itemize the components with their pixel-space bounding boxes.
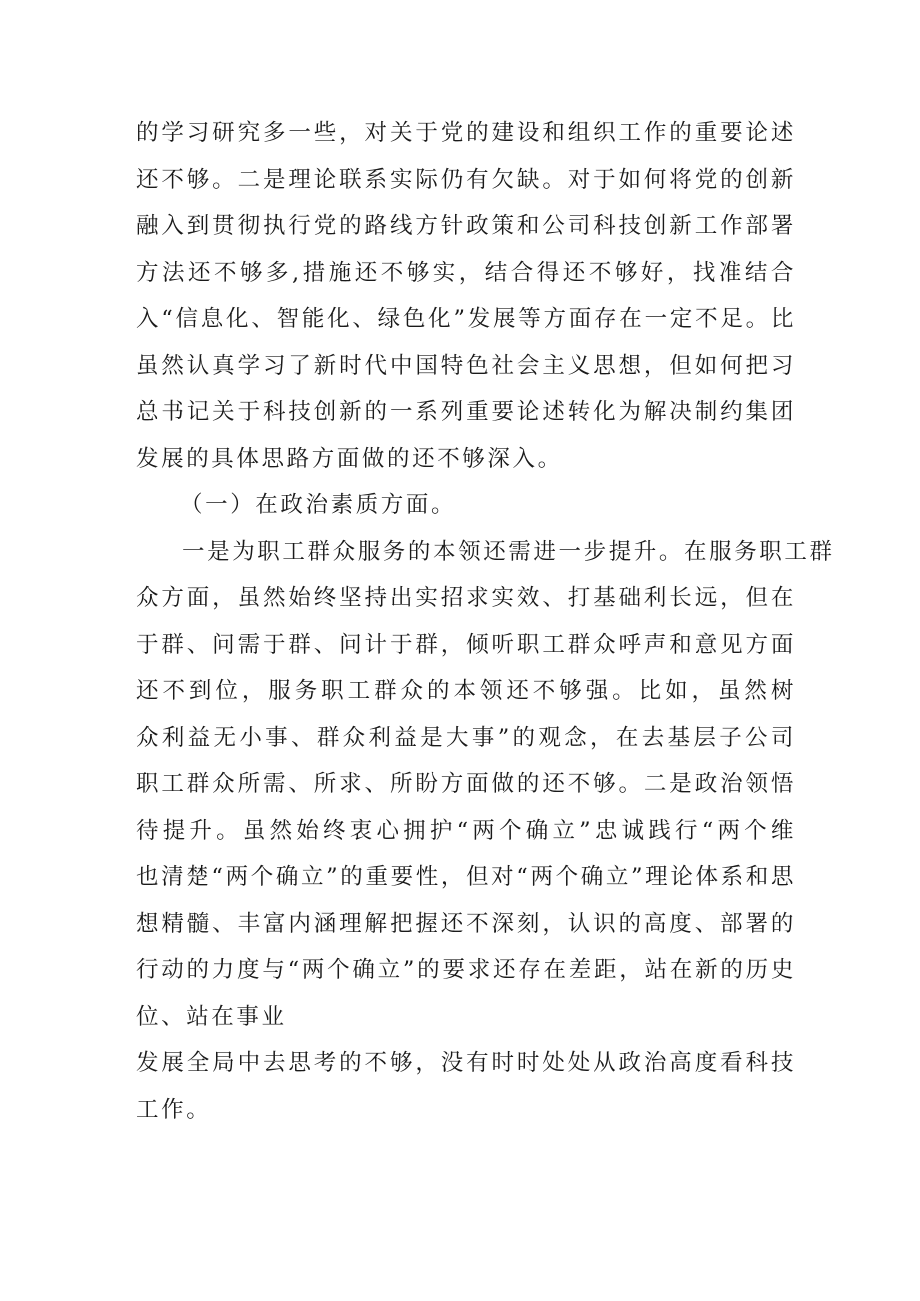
text-line-22: 工作。 bbox=[136, 1096, 212, 1123]
text-line-6: 虽然认真学习了新时代中国特色社会主义思想，但如何把习 bbox=[136, 352, 796, 379]
text-line-11: 众方面，虽然始终坚持出实招求实效、打基础利长远，但在 bbox=[136, 585, 796, 611]
text-line-5: 入“信息化、智能化、绿色化”发展等方面存在一定不足。比 bbox=[136, 306, 796, 332]
text-line-17: 也清楚“两个确立”的重要性，但对“两个确立”理论体系和思 bbox=[136, 864, 796, 890]
section-heading: （一）在政治素质方面。 bbox=[180, 492, 457, 518]
document-body bbox=[136, 110, 835, 1133]
text-line-19: 行动的力度与“两个确立”的要求还存在差距，站在新的历史 bbox=[136, 957, 796, 983]
text-line-2: 还不够。二是理论联系实际仍有欠缺。对于如何将党的创新 bbox=[136, 166, 796, 193]
text-line-20: 位、站在事业 bbox=[136, 1003, 287, 1030]
text-line-18: 想精髓、丰富内涵理解把握还不深刻，认识的高度、部署的 bbox=[136, 910, 796, 937]
text-line-21: 发展全局中去思考的不够，没有时时处处从政治高度看科技 bbox=[136, 1050, 796, 1076]
text-line-16: 待提升。虽然始终衷心拥护“两个确立”忠诚践行“两个维 bbox=[136, 817, 796, 844]
text-line-13: 还不到位，服务职工群众的本领还不够强。比如，虽然树 bbox=[136, 678, 796, 704]
text-line-1: 的学习研究多一些，对关于党的建设和组织工作的重要论述 bbox=[136, 120, 796, 146]
text-line-8: 发展的具体思路方面做的还不够深入。 bbox=[136, 445, 563, 472]
text-line-10: 一是为职工群众服务的本领还需进一步提升。在服务职工群 bbox=[182, 538, 835, 565]
text-line-12: 于群、问需于群、问计于群，倾听职工群众呼声和意见方面 bbox=[136, 631, 796, 658]
text-line-4: 方法还不够多,措施还不够实，结合得还不够好，找准结合 bbox=[136, 259, 796, 286]
text-line-3: 融入到贯彻执行党的路线方针政策和公司科技创新工作部署 bbox=[136, 213, 796, 239]
text-line-14: 众利益无小事、群众利益是大事”的观念，在去基层子公司 bbox=[136, 724, 796, 751]
text-line-7: 总书记关于科技创新的一系列重要论述转化为解决制约集团 bbox=[136, 399, 796, 425]
text-line-15: 职工群众所需、所求、所盼方面做的还不够。二是政治领悟 bbox=[136, 771, 796, 797]
